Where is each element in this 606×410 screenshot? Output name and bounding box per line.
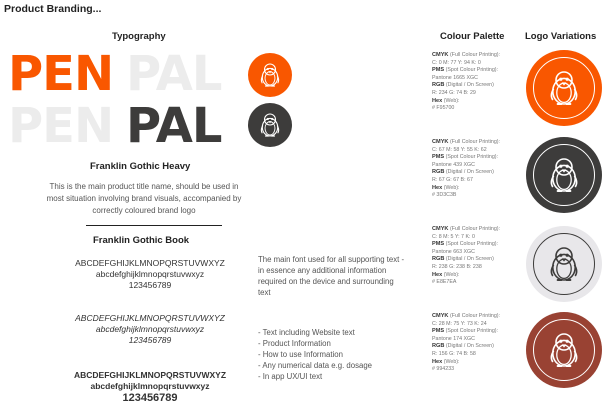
spec-label-strong: CMYK bbox=[432, 313, 449, 319]
spec-label-note: (Full Colour Printing): bbox=[448, 139, 500, 145]
spec-label bbox=[432, 169, 524, 177]
logo-variation-1 bbox=[526, 50, 602, 126]
logo-variations-heading: Logo Variations bbox=[525, 31, 597, 42]
spec-label-note: (Digital / On Screen) bbox=[444, 169, 494, 176]
spec-value: Pantone 1665 XGC bbox=[432, 74, 478, 81]
spec-value: R: 67 G: 67 B: 67 bbox=[432, 176, 473, 183]
logo-word-pen-orange: PEN bbox=[8, 46, 114, 102]
palette-spec-1 bbox=[432, 52, 524, 113]
spec-label bbox=[432, 313, 524, 321]
spec-label-note: (Spot Colour Printing): bbox=[444, 328, 498, 335]
logo-variation-4 bbox=[526, 312, 602, 388]
page-title: Product Branding... bbox=[4, 3, 102, 15]
spec-label bbox=[432, 67, 524, 75]
logo-circle-dark bbox=[248, 103, 292, 147]
logo-variation-2 bbox=[526, 137, 602, 213]
spec-value: R: 234 G: 74 B: 29 bbox=[432, 89, 476, 96]
spec-label-strong: PMS bbox=[432, 241, 445, 248]
list-item: - Product Information bbox=[258, 339, 331, 348]
spec-label-note: (Web): bbox=[442, 358, 460, 365]
list-item: - Any numerical data e.g. dosage bbox=[258, 361, 372, 370]
spec-value: # 994233 bbox=[432, 366, 455, 373]
list-item: - How to use Information bbox=[258, 350, 343, 359]
spec-value: # E8E7EA bbox=[432, 279, 457, 286]
penguin-icon bbox=[548, 245, 580, 283]
usage-list bbox=[258, 327, 408, 382]
spec-label bbox=[432, 185, 524, 193]
spec-label-note: (Web): bbox=[442, 97, 460, 104]
spec-label bbox=[432, 82, 524, 90]
spec-label-strong: Hex bbox=[432, 97, 443, 104]
heavy-font-title: Franklin Gothic Heavy bbox=[90, 161, 191, 172]
spec-label bbox=[432, 328, 524, 336]
palette-spec-4 bbox=[432, 313, 524, 374]
spec-value: R: 238 G: 238 B: 238 bbox=[432, 263, 482, 270]
spec-label-note: (Digital / On Screen) bbox=[444, 82, 494, 89]
spec-value: C: 28 M: 75 Y: 73 K: 24 bbox=[432, 320, 487, 327]
spec-label-strong: RGB bbox=[432, 256, 445, 263]
spec-label bbox=[432, 226, 524, 234]
logo-word-pal-light: PAL bbox=[126, 46, 222, 102]
palette-spec-3 bbox=[432, 226, 524, 287]
sample-lowercase: abcdefghijklmnopqrstuvwxyz bbox=[95, 324, 205, 334]
sample-digits: 123456789 bbox=[128, 335, 172, 345]
logo-circle-orange bbox=[248, 53, 292, 97]
spec-label bbox=[432, 343, 524, 351]
sample-lowercase: abcdefghijklmnopqrstuvwxyz bbox=[95, 269, 205, 279]
spec-label-note: (Digital / On Screen) bbox=[444, 256, 494, 263]
palette-spec-2 bbox=[432, 139, 524, 200]
logo-word-pal-dark: PAL bbox=[126, 98, 222, 154]
spec-label bbox=[432, 139, 524, 147]
spec-label-note: (Digital / On Screen) bbox=[444, 343, 494, 350]
sample-lowercase: abcdefghijklmnopqrstuvwxyz bbox=[90, 381, 210, 391]
spec-label-strong: PMS bbox=[432, 328, 445, 335]
spec-label-strong: RGB bbox=[432, 343, 445, 350]
spec-label bbox=[432, 52, 524, 60]
spec-value: # 3D3C3B bbox=[432, 192, 457, 199]
spec-value: R: 156 G: 74 B: 58 bbox=[432, 350, 476, 357]
logo-variation-3 bbox=[526, 226, 602, 302]
spec-value: Pantone 174 XGC bbox=[432, 335, 475, 342]
spec-label-note: (Full Colour Printing): bbox=[448, 313, 500, 319]
divider bbox=[86, 225, 222, 226]
font-sample-italic bbox=[55, 313, 245, 346]
spec-label-strong: CMYK bbox=[432, 226, 449, 232]
spec-label bbox=[432, 359, 524, 367]
logo-ring bbox=[533, 57, 595, 119]
spec-label-note: (Web): bbox=[442, 184, 460, 191]
heavy-font-description: This is the main product title name, should be used in most situation involving brand visuals, accompanied by correctly coloured brand logo bbox=[46, 182, 242, 215]
logo-ring bbox=[533, 233, 595, 295]
spec-value: C: 0 M: 77 Y: 94 K: 0 bbox=[432, 59, 481, 66]
book-font-description: The main font used for all supporting text - in essence any additional information required on the device and surrounding text bbox=[258, 255, 405, 297]
spec-label-strong: RGB bbox=[432, 82, 445, 89]
spec-label-note: (Spot Colour Printing): bbox=[444, 67, 498, 74]
penguin-icon bbox=[548, 331, 580, 369]
spec-label-strong: CMYK bbox=[432, 139, 449, 145]
logo-ring bbox=[533, 319, 595, 381]
typography-heading: Typography bbox=[112, 31, 166, 42]
penguin-icon bbox=[548, 156, 580, 194]
spec-label-strong: PMS bbox=[432, 154, 445, 161]
book-font-title: Franklin Gothic Book bbox=[93, 235, 190, 246]
penguin-icon bbox=[259, 62, 281, 88]
penguin-icon bbox=[548, 69, 580, 107]
spec-label-note: (Web): bbox=[442, 271, 460, 278]
spec-label bbox=[432, 256, 524, 264]
spec-label-note: (Full Colour Printing): bbox=[448, 52, 500, 58]
spec-label bbox=[432, 154, 524, 162]
logo-ring bbox=[533, 144, 595, 206]
spec-label-strong: RGB bbox=[432, 169, 445, 176]
penguin-icon bbox=[259, 112, 281, 138]
logo-word-pen-light: PEN bbox=[8, 98, 114, 154]
spec-value: Pantone 663 XGC bbox=[432, 248, 475, 255]
spec-label bbox=[432, 241, 524, 249]
sample-uppercase: ABCDEFGHIJKLMNOPQRSTUVWXYZ bbox=[75, 313, 225, 323]
sample-digits: 123456789 bbox=[128, 280, 172, 290]
spec-label bbox=[432, 98, 524, 106]
font-sample-bold bbox=[55, 370, 245, 404]
sample-digits: 123456789 bbox=[122, 392, 178, 404]
spec-label bbox=[432, 272, 524, 280]
font-sample-regular bbox=[55, 258, 245, 291]
spec-value: C: 67 M: 58 Y: 55 K: 62 bbox=[432, 146, 487, 153]
spec-label-strong: Hex bbox=[432, 184, 443, 191]
sample-uppercase: ABCDEFGHIJKLMNOPQRSTUVWXYZ bbox=[75, 258, 225, 268]
spec-label-strong: CMYK bbox=[432, 52, 449, 58]
spec-label-strong: PMS bbox=[432, 67, 445, 74]
spec-label-strong: Hex bbox=[432, 358, 443, 365]
spec-label-note: (Full Colour Printing): bbox=[448, 226, 500, 232]
colour-palette-heading: Colour Palette bbox=[440, 31, 505, 42]
sample-uppercase: ABCDEFGHIJKLMNOPQRSTUVWXYZ bbox=[73, 370, 227, 380]
spec-value: C: 8 M: 5 Y: 7 K: 0 bbox=[432, 233, 475, 240]
spec-label-strong: Hex bbox=[432, 271, 443, 278]
spec-value: Pantone 439 XGC bbox=[432, 161, 475, 168]
spec-value: # F95700 bbox=[432, 105, 455, 112]
list-item: - Text including Website text bbox=[258, 328, 355, 337]
spec-label-note: (Spot Colour Printing): bbox=[444, 154, 498, 161]
list-item: - In app UX/UI text bbox=[258, 372, 323, 381]
spec-label-note: (Spot Colour Printing): bbox=[444, 241, 498, 248]
